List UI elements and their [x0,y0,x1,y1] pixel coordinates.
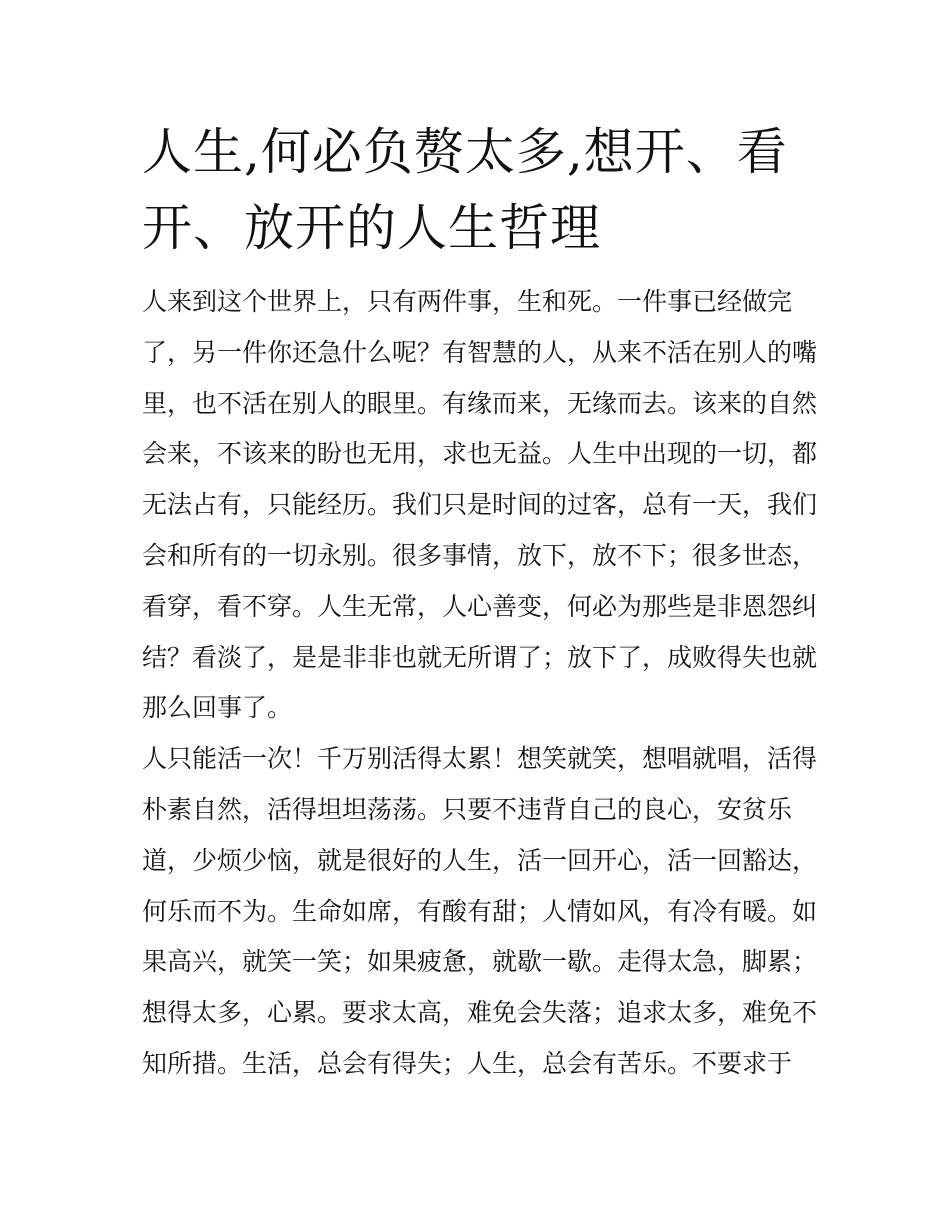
document-body [142,277,822,1090]
paragraph-line: 果高兴，就笑一笑；如果疲惫，就歇一歇。走得太急，脚累； [142,947,818,977]
document-title [142,114,822,266]
paragraph-line: 何乐而不为。生命如席，有酸有甜；人情如风，有冷有暖。如 [142,896,818,926]
paragraph-line: 看穿，看不穿。人生无常，人心善变，何必为那些是非恩怨纠 [142,591,818,621]
paragraph-1 [142,277,822,734]
paragraph-line: 会来，不该来的盼也无用，求也无益。人生中出现的一切，都 [142,439,818,469]
paragraph-line: 人来到这个世界上，只有两件事，生和死。一件事已经做完 [142,287,793,316]
paragraph-line: 会和所有的一切永别。很多事情，放下，放不下；很多世态， [142,540,818,570]
paragraph-line: 结？看淡了，是是非非也就无所谓了；放下了，成败得失也就 [142,642,818,672]
paragraph-line: 里，也不活在别人的眼里。有缘而来，无缘而去。该来的自然 [142,388,818,418]
paragraph-line: 了，另一件你还急什么呢？有智慧的人，从来不活在别人的嘴 [142,337,818,367]
paragraph-line: 朴素自然，活得坦坦荡荡。只要不违背自己的良心，安贫乐 [142,794,793,824]
paragraph-line: 那么回事了。 [142,693,293,723]
paragraph-line: 道，少烦少恼，就是很好的人生，活一回开心，活一回豁达， [142,845,818,875]
paragraph-line: 想得太多，心累。要求太高，难免会失落；追求太多，难免不 [142,998,818,1028]
paragraph-line: 知所措。生活，总会有得失；人生，总会有苦乐。不要求于 [142,1048,793,1078]
paragraph-line: 人只能活一次！千万别活得太累！想笑就笑，想唱就唱，活得 [142,744,818,774]
paragraph-line: 无法占有，只能经历。我们只是时间的过客，总有一天，我们 [142,490,818,520]
title-line: 人生,何必负赘太多,想开、看 [142,123,788,181]
title-line: 开、放开的人生哲理 [142,199,601,257]
paragraph-2 [142,734,822,1090]
